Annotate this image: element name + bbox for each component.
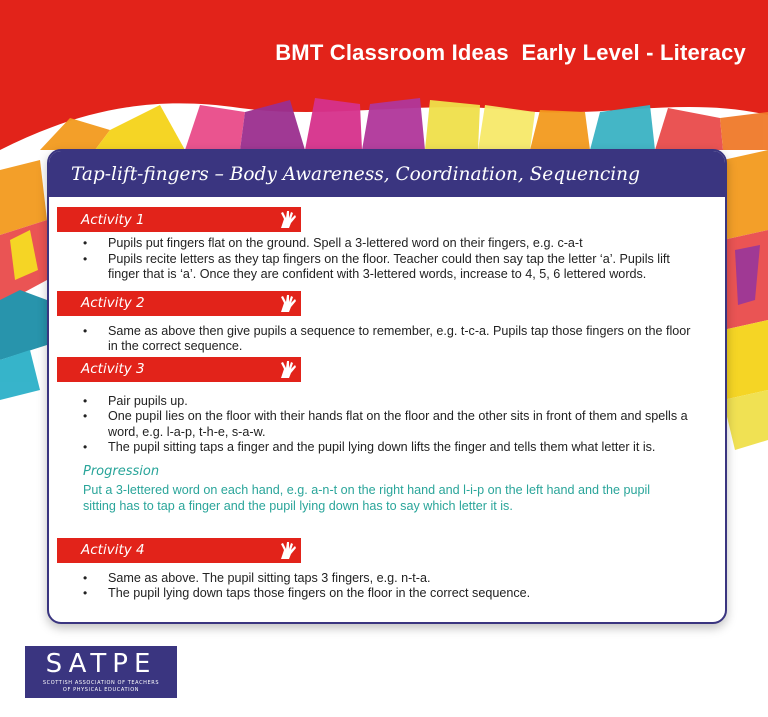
logo-subtitle-line2: OF PHYSICAL EDUCATION xyxy=(62,686,140,693)
activity-1-header xyxy=(57,207,301,232)
header-band xyxy=(0,0,768,150)
hand-icon xyxy=(277,360,299,380)
activity-4-label: Activity 4 xyxy=(81,542,145,558)
activity-4-list xyxy=(57,571,703,602)
activity-2-label: Activity 2 xyxy=(81,295,145,311)
list-item: • Pupils put fingers flat on the ground. Spell a 3-lettered word on their fingers, e.g. c-a-t xyxy=(83,236,703,252)
hand-icon xyxy=(277,541,299,561)
page-title: BMT Classroom Ideas Early Level - Literacy xyxy=(275,40,746,65)
activity-2-header xyxy=(57,291,301,316)
progression-text: Put a 3-lettered word on each hand, e.g. a-n-t on the right hand and l-i-p on the left hand and the pupil sitting has to tap a finger and the pupil lying down has to say which letter it is. xyxy=(83,482,651,513)
activity-3-label: Activity 3 xyxy=(81,361,145,377)
logo-subtitle-line1: SCOTTISH ASSOCIATION OF TEACHERS xyxy=(42,679,160,686)
activity-card xyxy=(47,149,727,624)
list-item: • One pupil lies on the floor with their hands flat on the floor and the other sits in front of them and spells a word, e.g. l-a-p, t-h-e, s-a-w. xyxy=(83,409,703,440)
logo-wordmark: SATPE xyxy=(45,648,157,679)
hand-icon xyxy=(277,210,299,230)
list-item: • Same as above then give pupils a sequence to remember, e.g. t-c-a. Pupils tap those fingers on the floor in the correct sequence. xyxy=(83,324,703,355)
hand-icon xyxy=(277,294,299,314)
card-body xyxy=(49,197,725,602)
activity-2-list xyxy=(57,324,703,355)
satpe-logo xyxy=(25,646,177,698)
activity-4-header xyxy=(57,538,301,563)
list-item: • Same as above. The pupil sitting taps 3 fingers, e.g. n-t-a. xyxy=(83,571,703,587)
list-item: • The pupil sitting taps a finger and the pupil lying down lifts the finger and tells them what letter it is. xyxy=(83,440,703,456)
activity-1-list xyxy=(57,236,703,283)
logo-subtitle xyxy=(31,680,171,694)
progression-title: Progression xyxy=(83,463,160,479)
card-title: Tap-lift-fingers – Body Awareness, Coordination, Sequencing xyxy=(49,151,725,197)
list-item: • Pair pupils up. xyxy=(83,394,703,410)
activity-3-list xyxy=(57,394,703,456)
activity-3-header xyxy=(57,357,301,382)
list-item: • Pupils recite letters as they tap fingers on the floor. Teacher could then say tap the letter ‘a’. Pupils lift finger that is ‘a’. Once they are confident with 3-lettered words, increase to 4, 5, 6 lettered words. xyxy=(83,252,703,283)
list-item: • The pupil lying down taps those fingers on the floor in the correct sequence. xyxy=(83,586,703,602)
activity-1-label: Activity 1 xyxy=(81,211,145,228)
